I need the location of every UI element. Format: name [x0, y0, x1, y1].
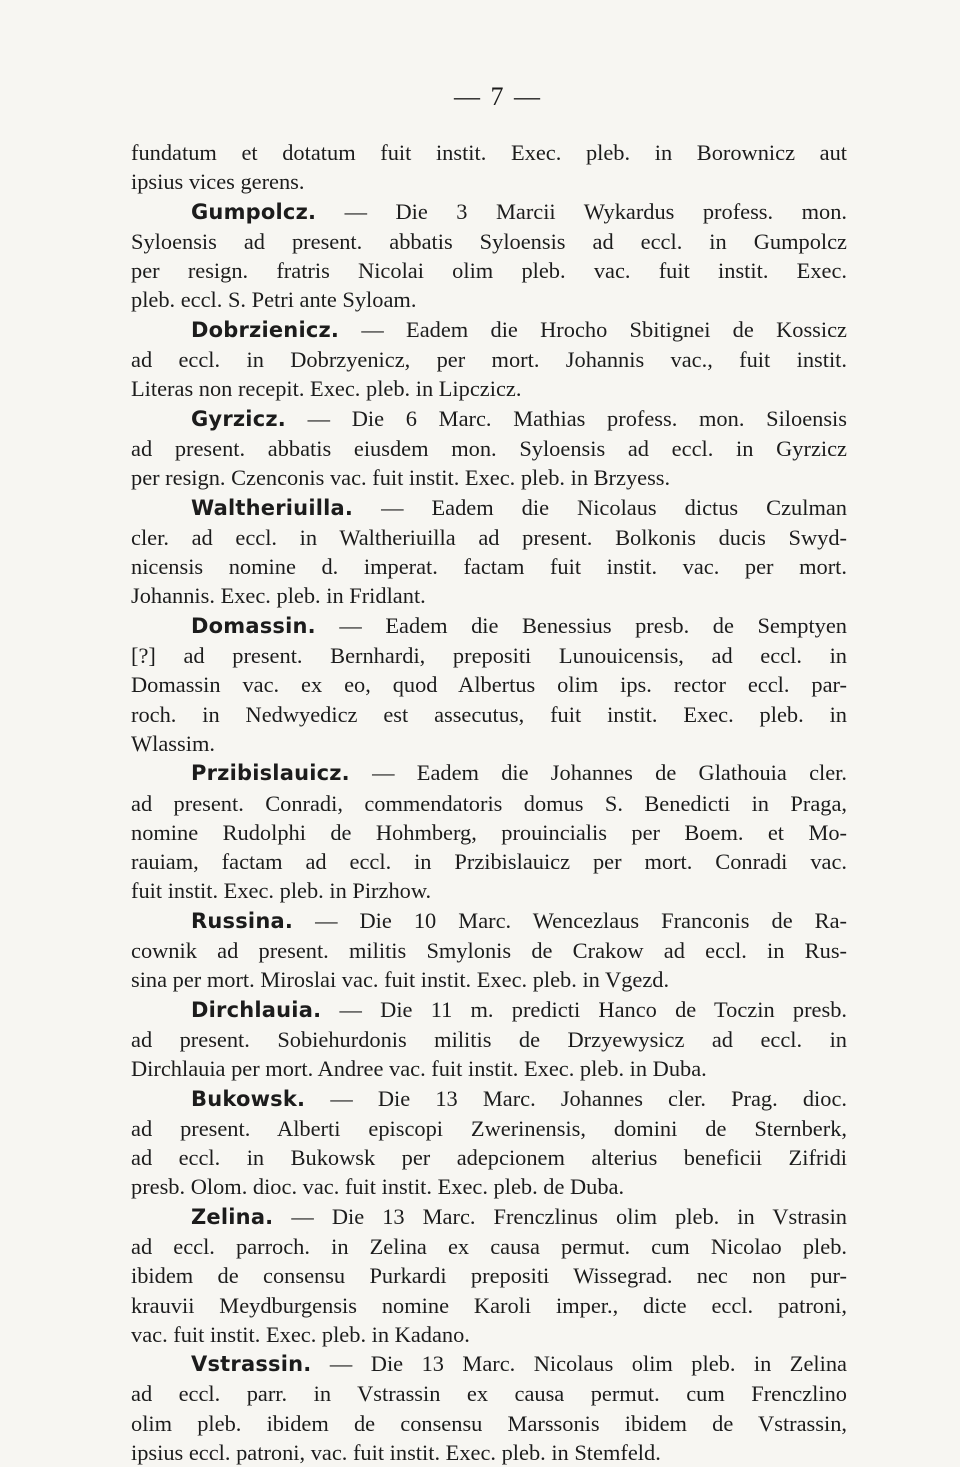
text-line: ad present. abbatis eiusdem mon. Syloensis ad eccl. in Gyrzicz: [131, 435, 847, 461]
text-line: [131, 197, 847, 227]
entry-text: — Eadem die Nicolaus dictus Czulman: [353, 494, 847, 520]
entry-text: — Eadem die Benessius presb. de Semptyen: [315, 612, 847, 638]
text-line: per resign. fratris Nicolai olim pleb. vac. fuit instit. Exec.: [131, 258, 847, 284]
text-line: nomine Rudolphi de Hohmberg, prouincialis per Boem. et Mo-: [131, 819, 847, 845]
text-line: [131, 315, 847, 345]
entry-text: — Die 13 Marc. Johannes cler. Prag. dioc.: [305, 1085, 847, 1111]
entry-paragraph: [131, 1202, 847, 1349]
entry-text: — Die 13 Marc. Nicolaus olim pleb. in Zelina: [311, 1351, 847, 1377]
text-line: [131, 404, 847, 434]
entry-text: — Die 6 Marc. Mathias profess. mon. Siloensis: [285, 405, 847, 431]
text-line: [131, 1084, 847, 1114]
text-line: ad eccl. parr. in Vstrassin ex causa permut. cum Frenczlino: [131, 1381, 847, 1407]
entry-paragraph: [131, 995, 847, 1084]
text-line: [131, 1349, 847, 1379]
entry-paragraph: [131, 493, 847, 611]
entry-paragraph: [131, 906, 847, 995]
page-number: — 7 —: [454, 82, 542, 111]
text-line: per resign. Czenconis vac. fuit instit. Exec. pleb. in Brzyess.: [131, 465, 671, 491]
entry-paragraph: [131, 611, 847, 758]
text-line: fundatum et dotatum fuit instit. Exec. pleb. in Borownicz aut: [131, 140, 847, 165]
text-line: cler. ad eccl. in Waltheriuilla ad present. Bolkonis ducis Swyd-: [131, 524, 847, 550]
place-name: Dobrzienicz.: [191, 317, 340, 342]
text-line: Domassin vac. ex eo, quod Albertus olim ips. rector eccl. par-: [131, 672, 847, 698]
text-line: rauiam, factam ad eccl. in Przibislauicz per mort. Conradi vac.: [131, 849, 847, 875]
place-name: Waltheriuilla.: [191, 495, 354, 520]
entry-paragraph: [131, 404, 847, 493]
place-name: Domassin.: [191, 613, 316, 638]
entry-text: — Die 13 Marc. Frenczlinus olim pleb. in Vstrasin: [273, 1203, 847, 1229]
text-line: Literas non recepit. Exec. pleb. in Lipczicz.: [131, 376, 522, 402]
place-name: Russina.: [191, 908, 294, 933]
text-line: ibidem de consensu Purkardi prepositi Wissegrad. nec non pur-: [131, 1263, 847, 1289]
entry-text: — Die 3 Marcii Wykardus profess. mon.: [316, 198, 847, 224]
entry-paragraph: [131, 758, 847, 905]
entry-paragraph: [131, 315, 847, 404]
text-line: Wlassim.: [131, 730, 215, 756]
entry-paragraph: [131, 1084, 847, 1202]
text-line: ad present. Conradi, commendatoris domus S. Benedicti in Praga,: [131, 790, 847, 816]
text-line: Johannis. Exec. pleb. in Fridlant.: [131, 583, 426, 609]
entry-text: — Die 11 m. predicti Hanco de Toczin presb.: [321, 996, 847, 1022]
text-line: ad eccl. in Bukowsk per adepcionem alterius beneficii Zifridi: [131, 1145, 847, 1171]
text-line: sina per mort. Miroslai vac. fuit instit. Exec. pleb. in Vgezd.: [131, 967, 670, 993]
text-line: pleb. eccl. S. Petri ante Syloam.: [131, 287, 417, 313]
place-name: Zelina.: [191, 1204, 274, 1229]
entry-paragraph: [131, 1349, 847, 1467]
place-name: Dirchlauia.: [191, 997, 322, 1022]
text-line: [131, 1202, 847, 1232]
text-line: fuit instit. Exec. pleb. in Pirzhow.: [131, 878, 432, 904]
text-line: ipsius eccl. patroni, vac. fuit instit. Exec. pleb. in Stemfeld.: [131, 1440, 661, 1466]
place-name: Bukowsk.: [191, 1086, 306, 1111]
text-line: nicensis nomine d. imperat. factam fuit instit. vac. per mort.: [131, 554, 847, 580]
text-line: cownik ad present. militis Smylonis de Crakow ad eccl. in Rus-: [131, 938, 847, 964]
place-name: Vstrassin.: [191, 1352, 312, 1377]
text-line: [131, 493, 847, 523]
text-line: [131, 995, 847, 1025]
text-line: Dirchlauia per mort. Andree vac. fuit instit. Exec. pleb. in Duba.: [131, 1056, 707, 1082]
text-line: [?] ad present. Bernhardi, prepositi Lunouicensis, ad eccl. in: [131, 643, 847, 669]
place-name: Gyrzicz.: [191, 406, 286, 431]
text-line: roch. in Nedwyedicz est assecutus, fuit instit. Exec. pleb. in: [131, 701, 847, 727]
text-body: [131, 138, 847, 1467]
text-line: [131, 611, 847, 641]
text-line: ad present. Sobiehurdonis militis de Drzyewysicz ad eccl. in: [131, 1026, 847, 1052]
entry-text: — Eadem die Hrocho Sbitignei de Kossicz: [339, 316, 847, 342]
text-line: ad present. Alberti episcopi Zwerinensis, domini de Sternberk,: [131, 1115, 847, 1141]
text-line: Syloensis ad present. abbatis Syloensis ad eccl. in Gumpolcz: [131, 228, 847, 254]
entry-text: — Die 10 Marc. Wencezlaus Franconis de Ra-: [293, 907, 847, 933]
text-line: [131, 758, 847, 788]
text-line: ipsius vices gerens.: [131, 169, 305, 195]
text-line: ad eccl. parroch. in Zelina ex causa permut. cum Nicolao pleb.: [131, 1233, 847, 1259]
place-name: Przibislauicz.: [191, 761, 350, 786]
text-line: krauvii Meydburgensis nomine Karoli imper., dicte eccl. patroni,: [131, 1292, 847, 1318]
place-name: Gumpolcz.: [191, 199, 317, 224]
text-line: presb. Olom. dioc. vac. fuit instit. Exec. pleb. de Duba.: [131, 1174, 625, 1200]
entry-paragraph: [131, 197, 847, 315]
entry-text: — Eadem die Johannes de Glathouia cler.: [349, 760, 847, 786]
entry-paragraph: [131, 138, 847, 197]
text-line: ad eccl. in Dobrzyenicz, per mort. Johannis vac., fuit instit.: [131, 347, 847, 373]
text-line: olim pleb. ibidem de consensu Marssonis ibidem de Vstrassin,: [131, 1410, 847, 1436]
text-line: [131, 906, 847, 936]
text-line: vac. fuit instit. Exec. pleb. in Kadano.: [131, 1321, 470, 1347]
